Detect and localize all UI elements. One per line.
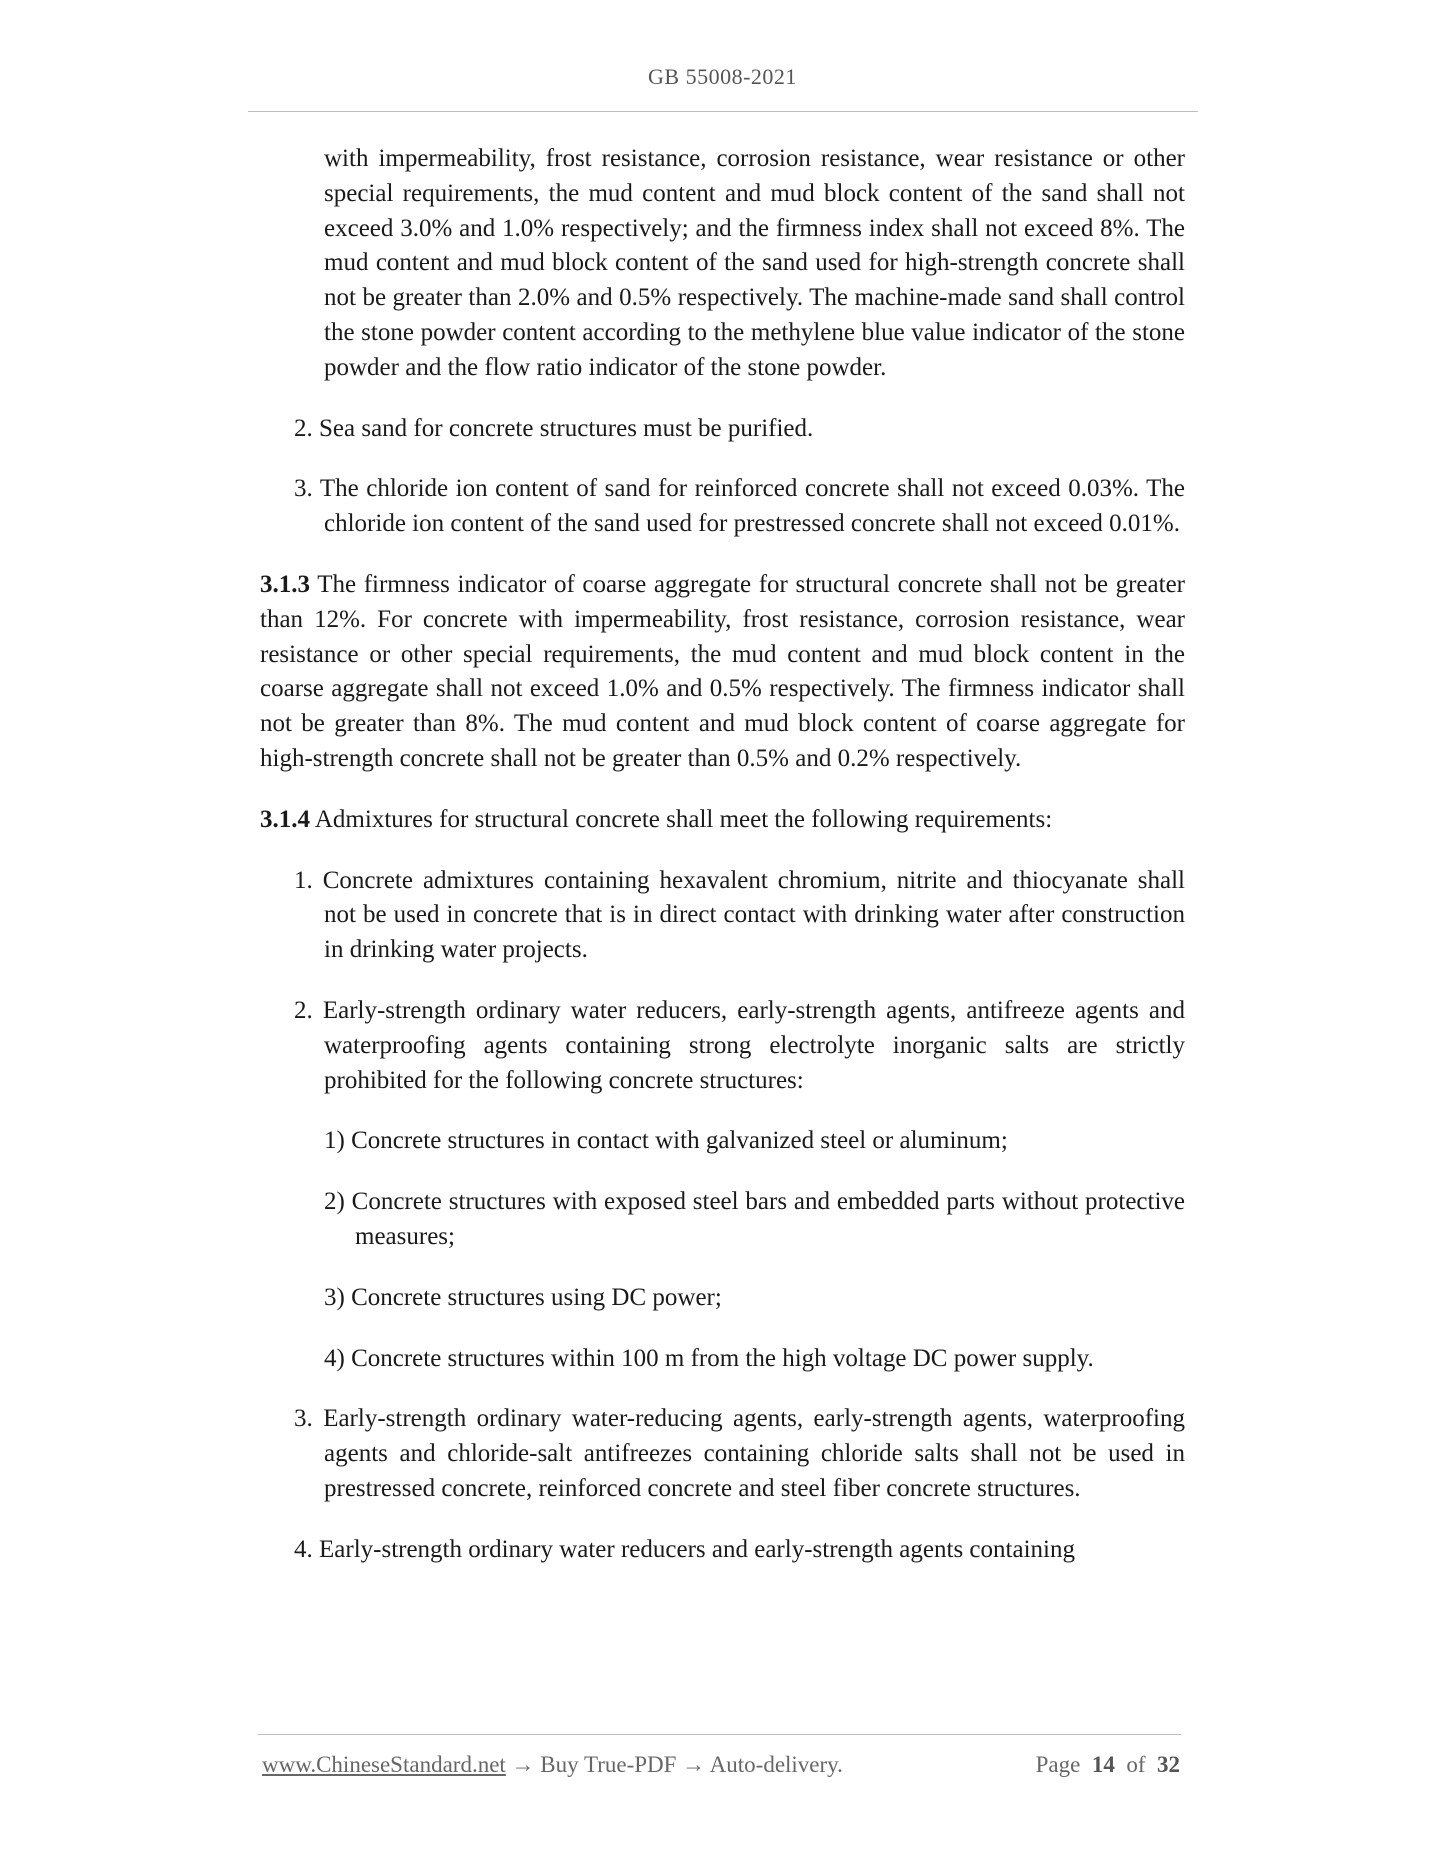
sub-item-1: 1) Concrete structures in contact with galvanized steel or aluminum; xyxy=(324,1127,1008,1155)
footer-divider xyxy=(258,1734,1181,1735)
header-divider xyxy=(248,111,1198,112)
clause-3-1-3 xyxy=(260,568,1185,777)
list-item-chloride-sand: 3. The chloride ion content of sand for reinforced concrete shall not exceed 0.03%. The chloride ion content of the sand used for prestressed concrete shall not exceed 0.01%. xyxy=(294,475,1185,538)
clause-number: 3.1.3 xyxy=(260,570,310,598)
page-current: 14 xyxy=(1091,1752,1115,1777)
paragraph-continued: with impermeability, frost resistance, corrosion resistance, wear resistance or other special requirements, the mud content and mud block content of the sand shall not exceed 3.0% and 1.0% respectively; and the firmness index shall not exceed 8%. The mud content and mud block content of the sand used for high-strength concrete shall not be greater than 2.0% and 0.5% respectively. The machine-made sand shall control the stone powder content according to the methylene blue value indicator of the stone powder and the flow ratio indicator of the stone powder. xyxy=(324,145,1185,381)
clause-3-1-4 xyxy=(260,803,1185,838)
clause-text: The firmness indicator of coarse aggregate for structural concrete shall not be greater than 12%. For concrete with impermeability, frost resistance, corrosion resistance, wear resistance or other special requirements, the mud content and mud block content in the coarse aggregate shall not exceed 1.0% and 0.5% respectively. The firmness indicator shall not be greater than 8%. The mud content and mud block content of coarse aggregate for high-strength concrete shall not be greater than 0.5% and 0.2% respectively. xyxy=(260,570,1185,772)
page-indicator xyxy=(1036,1752,1180,1778)
list-item-admixture-3: 3. Early-strength ordinary water-reducing agents, early-strength agents, waterproofing agents and chloride-salt antifreezes containing chloride salts shall not be used in prestressed concrete, reinforced concrete and steel fiber concrete structures. xyxy=(294,1405,1185,1502)
list-item-admixture-1: 1. Concrete admixtures containing hexavalent chromium, nitrite and thiocyanate shall not be used in concrete that is in direct contact with drinking water after construction in drinking water projects. xyxy=(294,866,1185,964)
page-total: 32 xyxy=(1157,1752,1180,1777)
sub-item-3: 3) Concrete structures using DC power; xyxy=(324,1283,722,1311)
promo-text: → Buy True-PDF → Auto-delivery. xyxy=(505,1752,843,1777)
document-body xyxy=(260,142,1185,1568)
sub-item-2: 2) Concrete structures with exposed steel bars and embedded parts without protective measures; xyxy=(324,1188,1185,1250)
list-item-admixture-4: 4. Early-strength ordinary water reducers and early-strength agents containing xyxy=(294,1535,1075,1563)
clause-number: 3.1.4 xyxy=(260,805,310,833)
page-label: Page xyxy=(1035,1752,1081,1777)
sub-item-4: 4) Concrete structures within 100 m from the high voltage DC power supply. xyxy=(324,1344,1094,1372)
clause-text: Admixtures for structural concrete shall meet the following requirements: xyxy=(310,805,1053,833)
running-header: GB 55008-2021 xyxy=(648,64,797,89)
list-item-sea-sand: 2. Sea sand for concrete structures must be purified. xyxy=(294,414,814,442)
website-link[interactable]: www.ChineseStandard.net xyxy=(262,1752,506,1777)
list-item-admixture-2: 2. Early-strength ordinary water reducers, early-strength agents, antifreeze agents and waterproofing agents containing strong electrolyte inorganic salts are strictly prohibited for the following concrete structures: xyxy=(294,996,1185,1094)
footer-promo xyxy=(262,1752,843,1778)
page-footer xyxy=(262,1752,1180,1778)
page-of-label: of xyxy=(1126,1752,1146,1777)
